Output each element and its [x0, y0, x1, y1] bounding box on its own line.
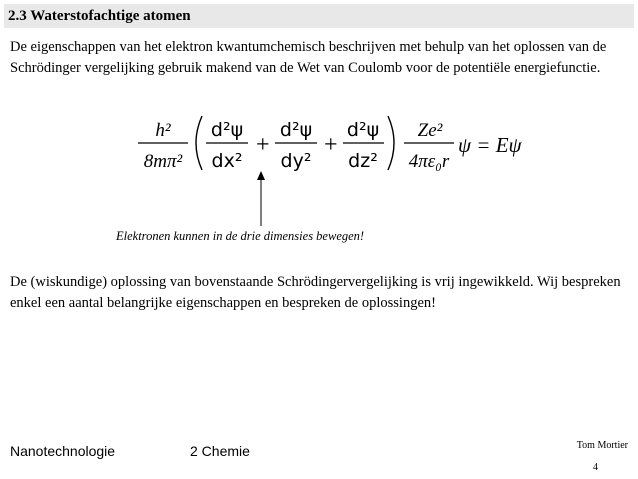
- footer-course: Nanotechnologie: [10, 443, 116, 459]
- potential-numerator: Ze²: [417, 120, 443, 141]
- term2-denominator: dy²: [280, 150, 312, 172]
- intro-paragraph: De eigenschappen van het elektron kwantumchemisch beschrijven met behulp van het oplossen van de Schrödinger vergelijking gebruik makend van de Wet van Coulomb voor de potentiële energiefunctie.: [10, 39, 607, 76]
- plus-sign-1: +: [256, 132, 270, 158]
- prefactor-denominator: 8mπ²: [143, 151, 183, 172]
- term3-denominator: dz²: [348, 150, 378, 172]
- dimension-caption: Elektronen kunnen in de drie dimensies bewegen!: [116, 229, 365, 243]
- up-arrow-icon: [255, 171, 267, 227]
- footer-chapter: 2 Chemie: [190, 443, 250, 459]
- right-parenthesis: [388, 116, 394, 170]
- footer-author: Tom Mortier: [576, 440, 628, 451]
- left-parenthesis: [196, 116, 202, 170]
- term1-denominator: dx²: [211, 150, 243, 172]
- term3-numerator: d²ψ: [346, 119, 380, 141]
- prefactor-numerator: h²: [155, 120, 171, 141]
- slide-title: 2.3 Waterstofachtige atomen: [4, 4, 634, 28]
- conclusion-paragraph: De (wiskundige) oplossing van bovenstaande Schrödingervergelijking is vrij ingewikkeld. Wij bespreken enkel een aantal belangrijke eigenschappen en bespreken de oplossingen!: [10, 274, 621, 311]
- term1-numerator: d²ψ: [210, 119, 244, 141]
- schrodinger-equation: [132, 110, 532, 176]
- plus-sign-2: +: [324, 132, 338, 158]
- term2-numerator: d²ψ: [279, 119, 313, 141]
- potential-denominator: 4πε₀r: [408, 151, 450, 172]
- page-number: 4: [593, 462, 598, 473]
- equation-rhs: ψ = Eψ: [458, 133, 522, 157]
